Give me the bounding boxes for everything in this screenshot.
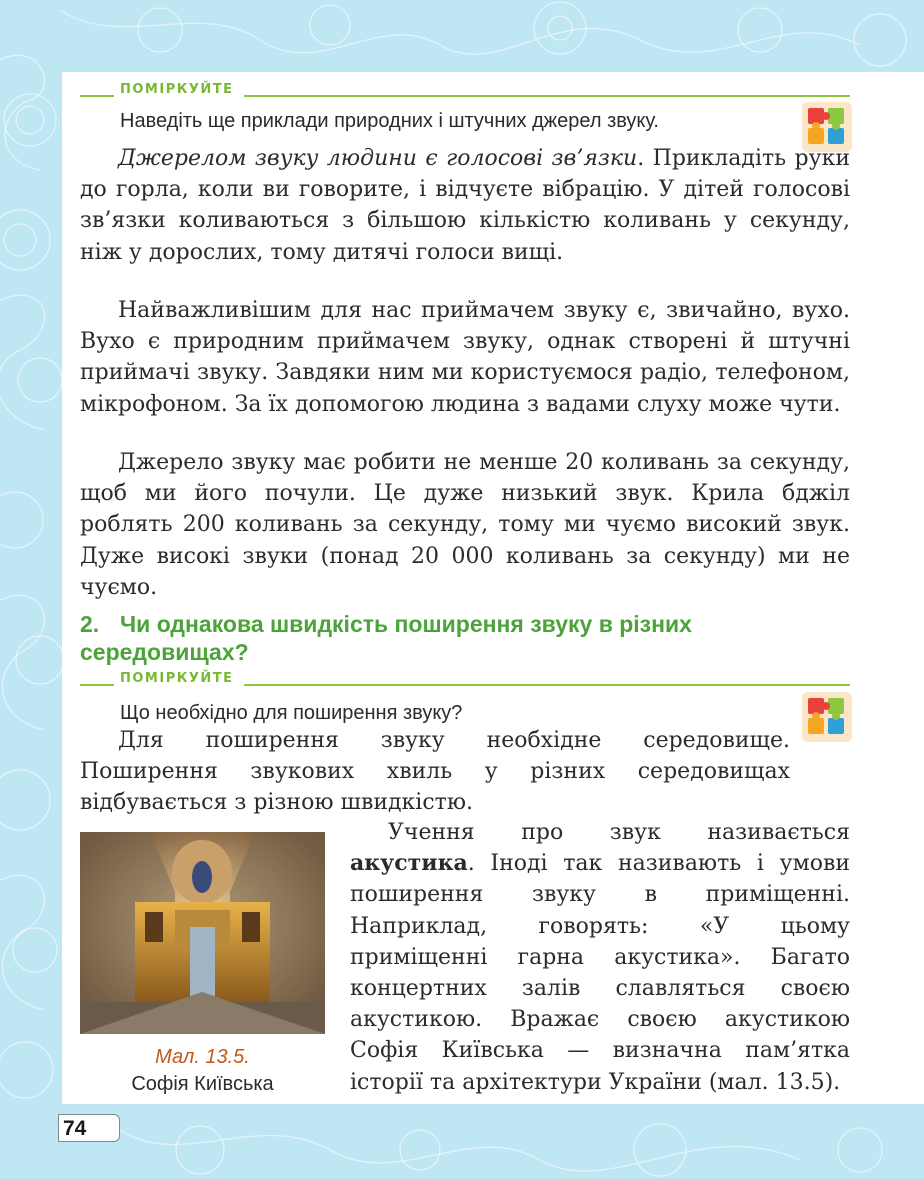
acoustics-term: акустика [350, 850, 468, 877]
ponder-label: ПОМІРКУЙТЕ [120, 82, 234, 97]
acoustics-text-a: Учення про звук називається [388, 820, 850, 845]
ponder-rule-right [244, 95, 850, 97]
paragraph-voice [80, 143, 850, 268]
ponder-rule-right-2 [244, 684, 850, 686]
medium-text: Для поширення звуку необхідне середовище. Поширення звукових хвиль у різних середовищах відбувається з різною швидкістю. [80, 728, 790, 816]
ponder-question: Наведіть ще приклади природних і штучних джерел звуку. [120, 110, 659, 132]
ponder-rule-left-2 [80, 684, 114, 686]
receivers-text: Найважливішим для нас приймачем звуку є, звичайно, вухо. Вухо є природним приймачем звуку, однак створені й штучні приймачі звуку. Завдяки ним ми користуємося радіо, телефоном, мікрофоном. За їх допомогою людина з вадами слуху може чути. [80, 298, 850, 417]
section-title-text: Чи однакова швидкість поширення звуку в різних середовищах? [80, 611, 692, 665]
figure-title: Софія Київська [131, 1073, 274, 1095]
ponder-question-2: Що необхідно для поширення звуку? [120, 702, 463, 724]
section-number: 2. [80, 611, 100, 637]
puzzle-icon-2 [800, 690, 854, 744]
figure-ref: Мал. 13.5. [155, 1046, 250, 1068]
paragraph-medium [80, 725, 790, 819]
voice-italic: Джерелом звуку людини є голосові зв’язки [118, 146, 638, 171]
sofia-kyivska-photo [80, 832, 325, 1034]
figure-caption [80, 1044, 325, 1098]
frequency-text: Джерело звуку має робити не менше 20 коливань за секунду, щоб ми його почули. Це дуже низький звук. Крила бджіл роблять 200 коливань за секунду, тому ми чуємо високий звук. Дуже високі звуки (понад 20 000 коливань за секунду) ми не чуємо. [80, 450, 850, 600]
voice-rest: . Прикладіть руки до горла, коли ви говорите, і відчуєте вібрацію. У дітей голосові зв’язки коливаються з більшою кількістю коливань у секунду, ніж у дорослих, тому дитячі голоси вищі. [80, 146, 850, 265]
section-2-title [80, 610, 820, 666]
acoustics-text-b: . Іноді так називають і умови поширення звуку в приміщенні. Наприклад, говорять: «У цьому приміщенні гарна акустика». Багато концертних залів славляться своєю акустикою. Вражає своєю акустикою Софія Київська — визначна пам’ятка історії та архітектури України (мал. 13.5). [350, 851, 850, 1095]
ponder-label-2: ПОМІРКУЙТЕ [120, 671, 234, 686]
paragraph-frequency [80, 447, 850, 603]
ponder-rule-left [80, 95, 114, 97]
paragraph-acoustics [350, 817, 850, 1098]
page-number: 74 [58, 1114, 120, 1142]
paragraph-receivers [80, 295, 850, 420]
